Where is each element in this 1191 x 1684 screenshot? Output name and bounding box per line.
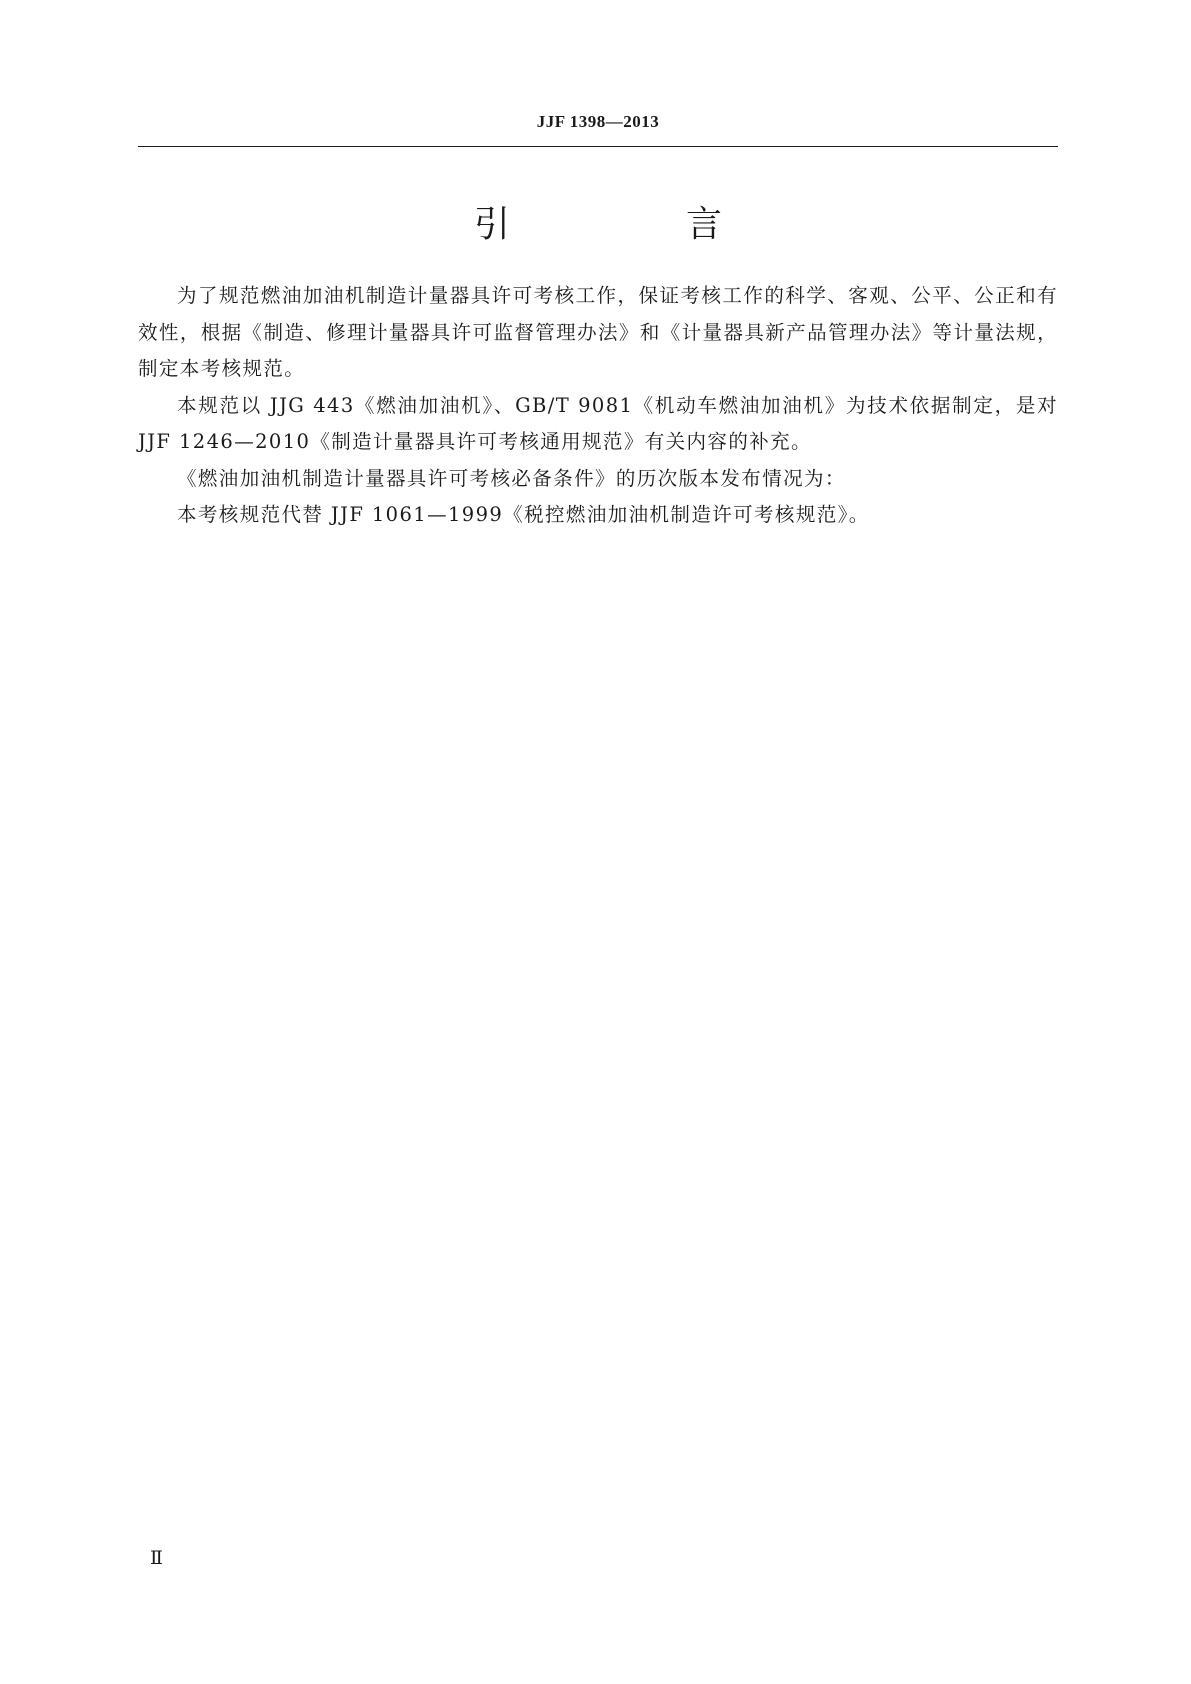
header-divider	[138, 146, 1058, 147]
paragraph: 本规范以 JJG 443《燃油加油机》、GB/T 9081《机动车燃油加油机》为技术依据制定，是对 JJF 1246—2010《制造计量器具许可考核通用规范》有关内容的补充。	[138, 393, 1058, 453]
paragraph: 本考核规范代替 JJF 1061—1999《税控燃油加油机制造许可考核规范》。	[177, 503, 870, 526]
section-title: 引 言	[473, 204, 792, 245]
document-code-header: JJF 1398—2013	[536, 112, 660, 131]
body-text	[138, 278, 1058, 534]
paragraph: 为了规范燃油加油机制造计量器具许可考核工作，保证考核工作的科学、客观、公平、公正和有效性，根据《制造、修理计量器具许可监督管理办法》和《计量器具新产品管理办法》等计量法规，制定本考核规范。	[138, 284, 1058, 380]
paragraph: 《燃油加油机制造计量器具许可考核必备条件》的历次版本发布情况为：	[177, 466, 846, 490]
page-number: Ⅱ	[150, 1548, 163, 1569]
